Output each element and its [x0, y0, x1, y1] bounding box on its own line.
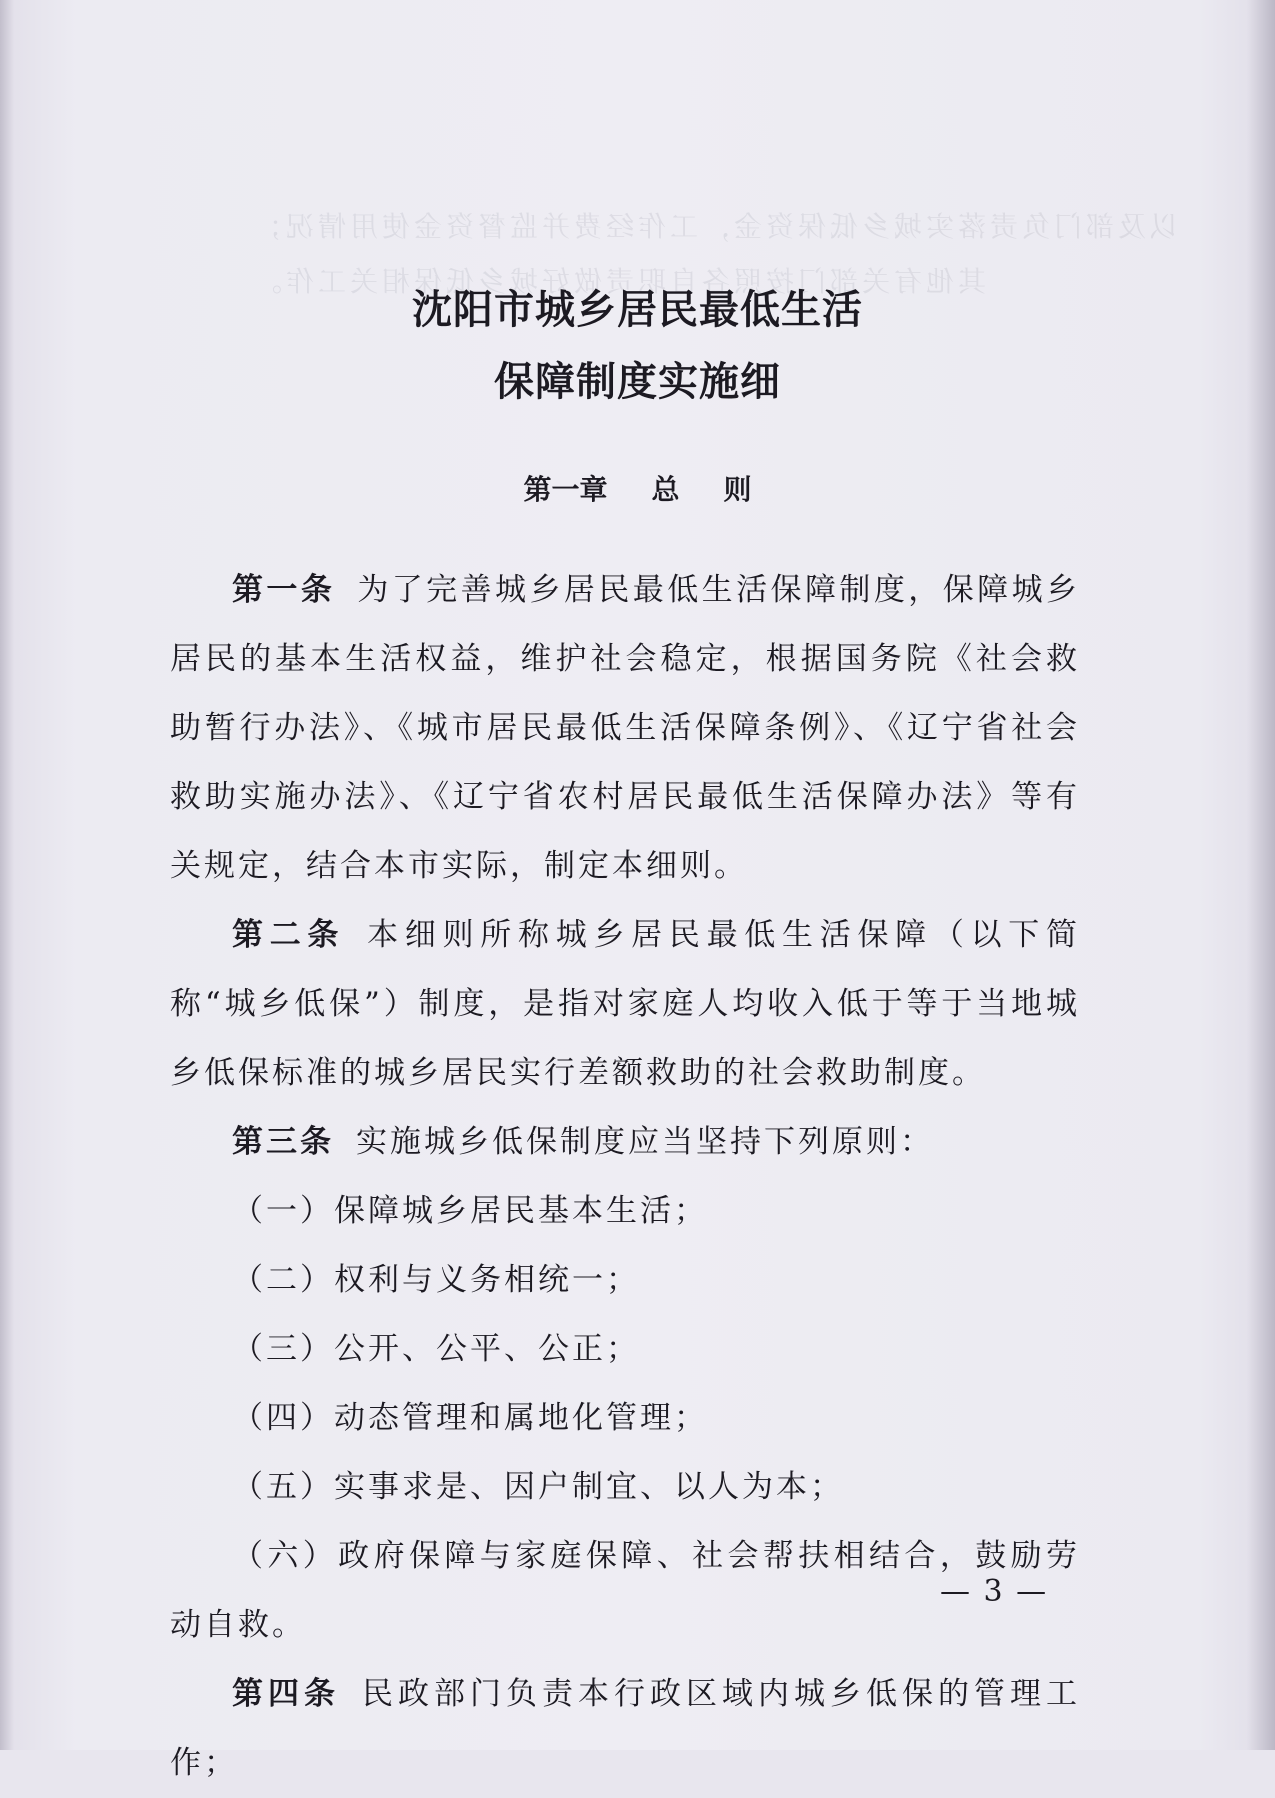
scan-shadow-left — [0, 0, 14, 1750]
article-4 — [170, 1660, 1080, 1798]
article-3-text: 实施城乡低保制度应当坚持下列原则： — [356, 1124, 934, 1160]
principle-item: （四）动态管理和属地化管理； — [232, 1400, 708, 1436]
article-3 — [170, 1108, 1080, 1177]
article-2-label: 第二条 — [232, 917, 346, 953]
article-1-label: 第一条 — [232, 572, 336, 608]
principle-item: （三）公开、公平、公正； — [232, 1331, 640, 1367]
page-number: — 3 — — [940, 1574, 1049, 1609]
article-3-label: 第三条 — [232, 1124, 334, 1160]
principle-item: （五）实事求是、因户制宜、以人为本； — [232, 1469, 844, 1505]
chapter-title-char-1: 总 — [651, 473, 680, 506]
document-title-line-2: 保障制度实施细 — [494, 358, 781, 405]
chapter-number: 第一章 — [523, 473, 608, 506]
article-2-text: 本细则所称城乡居民最低生活保障（以下简称“城乡低保”）制度，是指对家庭人均收入低于等于当地城乡低保标准的城乡居民实行差额救助的社会救助制度。 — [170, 917, 1081, 1091]
principle-item: （六）政府保障与家庭保障、社会帮扶相结合，鼓励劳动自救。 — [170, 1538, 1080, 1643]
article-1-text: 为了完善城乡居民最低生活保障制度，保障城乡居民的基本生活权益，维护社会稳定，根据国务院《社会救助暂行办法》、《城市居民最低生活保障条例》、《辽宁省社会救助实施办法》、《辽宁省农村居民最低生活保障办法》等有关规定，结合本市实际，制定本细则。 — [170, 572, 1081, 884]
show-through-text: 以及部门负责落实城乡低保资金，工作经费并监督资金使用情况； — [250, 210, 1179, 243]
chapter-heading — [0, 468, 1275, 508]
article-2 — [170, 901, 1080, 1108]
principle-item: （一）保障城乡居民基本生活； — [232, 1193, 708, 1229]
show-through-text: 其他有关部门按照各自职责做好城乡低保相关工作。 — [250, 265, 987, 298]
article-4-text: 民政部门负责本行政区域内城乡低保的管理工作； — [170, 1676, 1080, 1781]
document-body — [170, 556, 1080, 1798]
principle-item: （二）权利与义务相统一； — [232, 1262, 640, 1298]
chapter-title-char-2: 则 — [723, 473, 752, 506]
article-1 — [170, 556, 1080, 901]
article-4-label: 第四条 — [232, 1676, 340, 1712]
document-title-line-1: 沈阳市城乡居民最低生活 — [412, 286, 863, 333]
scan-shadow-right — [1247, 0, 1275, 1750]
